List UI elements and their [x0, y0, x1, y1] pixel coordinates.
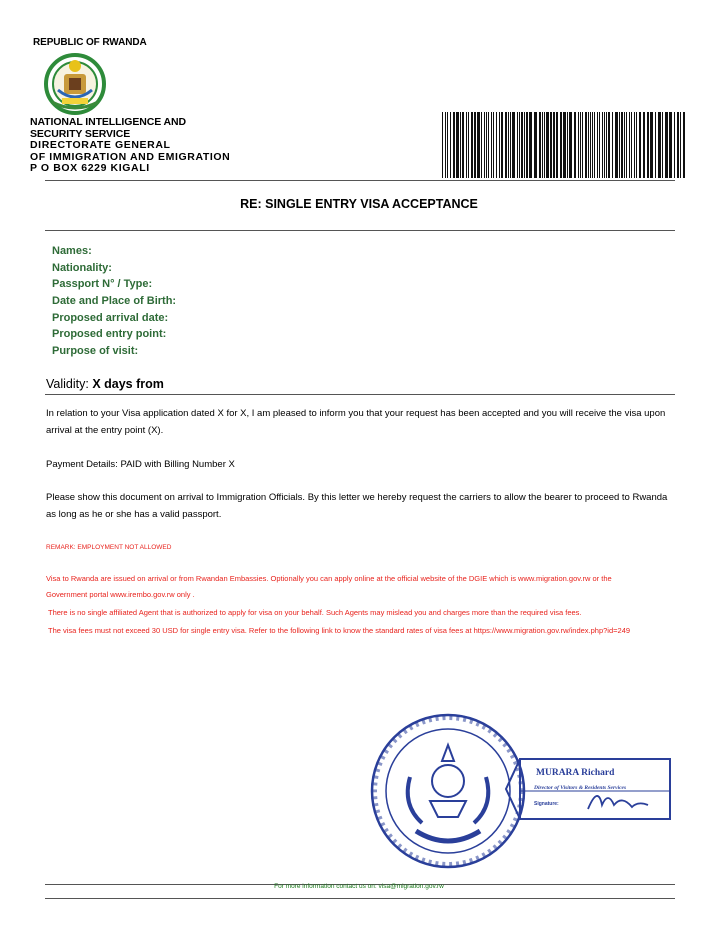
signature-label: Signature: [534, 801, 559, 807]
header-divider [45, 180, 675, 181]
signatory-name: MURARA Richard [536, 768, 615, 778]
agency-address [30, 117, 230, 175]
validity-divider [45, 394, 675, 395]
country-name: REPUBLIC OF RWANDA [33, 37, 147, 48]
instruction-paragraph: Please show this document on arrival to Immigration Officials. By this letter we hereby request the carriers to allow the bearer to proceed to Rwanda as long as he or she has a valid passport. [46, 492, 668, 520]
agency-line: SECURITY SERVICE [30, 127, 131, 140]
field-birth: Date and Place of Birth: [52, 295, 177, 308]
validity-label: Validity: [46, 377, 89, 391]
contact-footer: For more information contact us on: visa@migration.gov.rw [274, 883, 444, 890]
agency-line: DIRECTORATE GENERAL [30, 139, 171, 151]
applicant-fields [52, 243, 176, 360]
agency-line: OF IMMIGRATION AND EMIGRATION [30, 150, 231, 163]
field-passport: Passport N° / Type: [52, 278, 153, 291]
payment-details: Payment Details: PAID with Billing Number X [46, 459, 235, 470]
field-arrival-date: Proposed arrival date: [52, 311, 169, 324]
footer-divider-bottom [45, 898, 675, 899]
employment-remark: REMARK: EMPLOYMENT NOT ALLOWED [46, 544, 172, 551]
acceptance-paragraph: In relation to your Visa application dated X for X, I am pleased to inform you that your request has been accepted and you will receive the visa upon arrival at the entry point (X). [46, 408, 666, 436]
document-title: RE: SINGLE ENTRY VISA ACCEPTANCE [240, 197, 478, 211]
notice-agents: There is no single affiliated Agent that is authorized to apply for visa on your behalf. Such Agents may mislead you and charges more than the required visa fees. [48, 608, 582, 617]
validity-value: X days from [92, 377, 164, 391]
agency-line: P O BOX 6229 KIGALI [30, 162, 150, 174]
barcode [440, 112, 688, 178]
field-entry-point: Proposed entry point: [52, 328, 167, 341]
notice-online-1: Visa to Rwanda are issued on arrival or from Rwandan Embassies. Optionally you can apply online at the official website of the DGIE which is www.migration.gov.rw or the [46, 574, 612, 583]
notice-online-2: Government portal www.irembo.gov.rw only . [46, 590, 195, 599]
title-divider [45, 230, 675, 231]
coat-of-arms-emblem [38, 52, 112, 116]
field-purpose: Purpose of visit: [52, 345, 139, 358]
notice-fees: The visa fees must not exceed 30 USD for single entry visa. Refer to the following link to know the standard rates of visa fees at https://www.migration.gov.rw/index.php?id=249 [48, 626, 631, 635]
validity [46, 377, 164, 391]
agency-line: NATIONAL INTELLIGENCE AND [30, 116, 186, 128]
official-stamp [370, 705, 680, 877]
field-nationality: Nationality: [52, 261, 112, 274]
field-names: Names: [52, 245, 92, 257]
signatory-role: Director of Visitors & Residents Services [534, 785, 627, 791]
